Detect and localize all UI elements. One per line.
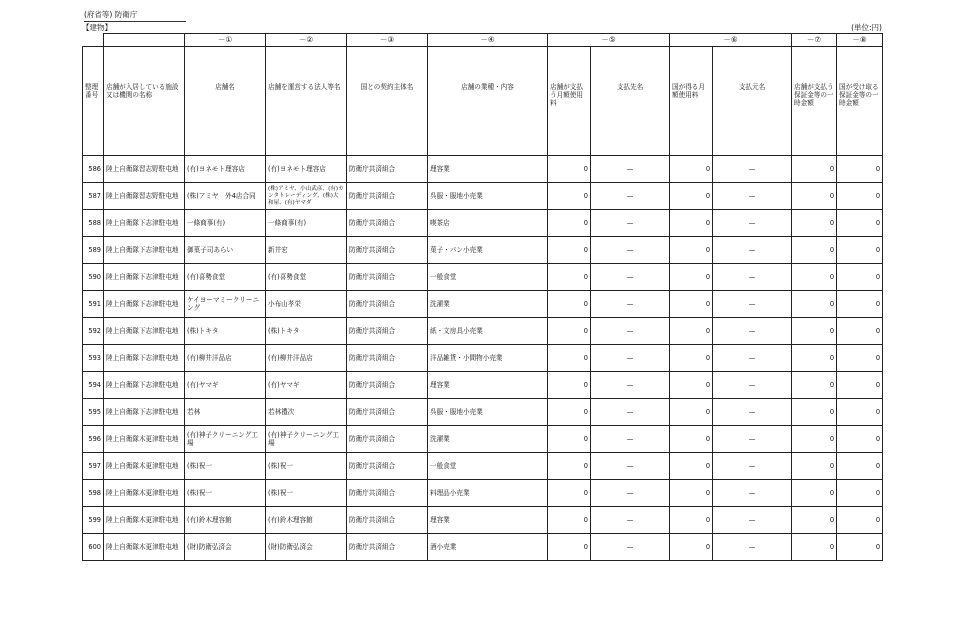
state-fee-value: 0	[670, 156, 713, 183]
header-business: 店舗の業種・内容	[428, 47, 548, 156]
table-row	[83, 291, 883, 318]
operator-name: 新井宏	[266, 237, 347, 264]
header-operator: 店舗を運営する法人等名	[266, 47, 347, 156]
table-row	[83, 480, 883, 507]
business-type: 一般食堂	[428, 453, 548, 480]
monthly-fee-value: 0	[548, 237, 591, 264]
contract-party: 防衛庁共済組合	[347, 534, 428, 561]
operator-name: (株)祝一	[266, 480, 347, 507]
facility-name: 陸上自衛隊木更津駐屯地	[104, 426, 185, 453]
facility-name: 陸上自衛隊木更津駐屯地	[104, 480, 185, 507]
header-monthly-fee: 店舗が支払う月額使用料	[548, 47, 591, 156]
business-type: 洋品雑貨・小間物小売業	[428, 345, 548, 372]
facility-name: 陸上自衛隊木更津駐屯地	[104, 507, 185, 534]
table-row	[83, 345, 883, 372]
payer-name: —	[713, 507, 792, 534]
column-number: －①	[185, 34, 266, 47]
contract-party: 防衛庁共済組合	[347, 156, 428, 183]
table-row	[83, 156, 883, 183]
column-number: －⑥	[670, 34, 792, 47]
facility-name: 陸上自衛隊習志野駐屯地	[104, 156, 185, 183]
column-number: －④	[428, 34, 548, 47]
facility-name: 陸上自衛隊下志津駐屯地	[104, 210, 185, 237]
state-fee-value: 0	[670, 399, 713, 426]
row-number: 589	[83, 237, 104, 264]
deposit-received-value: 0	[837, 426, 883, 453]
blank-cell	[83, 34, 104, 47]
operator-name: (有)喜勢食堂	[266, 264, 347, 291]
payee-name: —	[591, 372, 670, 399]
store-name: (有)鈴木理容館	[185, 507, 266, 534]
deposit-received-value: 0	[837, 399, 883, 426]
monthly-fee-value: 0	[548, 345, 591, 372]
facility-name: 陸上自衛隊下志津駐屯地	[104, 291, 185, 318]
facility-name: 陸上自衛隊下志津駐屯地	[104, 345, 185, 372]
column-number: －⑧	[837, 34, 883, 47]
payee-name: —	[591, 399, 670, 426]
facility-name: 陸上自衛隊下志津駐屯地	[104, 372, 185, 399]
payer-name: —	[713, 291, 792, 318]
business-type: 一般食堂	[428, 264, 548, 291]
business-type: 菓子・パン小売業	[428, 237, 548, 264]
monthly-fee-value: 0	[548, 318, 591, 345]
facility-name: 陸上自衛隊下志津駐屯地	[104, 264, 185, 291]
deposit-paid-value: 0	[792, 264, 837, 291]
deposit-received-value: 0	[837, 291, 883, 318]
payer-name: —	[713, 210, 792, 237]
store-name: (有)ヤマギ	[185, 372, 266, 399]
deposit-received-value: 0	[837, 534, 883, 561]
deposit-received-value: 0	[837, 453, 883, 480]
table-row	[83, 318, 883, 345]
payee-name: —	[591, 480, 670, 507]
payer-name: —	[713, 156, 792, 183]
row-number: 587	[83, 183, 104, 210]
deposit-paid-value: 0	[792, 507, 837, 534]
store-table	[82, 33, 883, 561]
monthly-fee-value: 0	[548, 426, 591, 453]
operator-name: (有)柳井洋品店	[266, 345, 347, 372]
store-name: (株)トキタ	[185, 318, 266, 345]
store-name: (株)祝一	[185, 480, 266, 507]
section-label: 【建物】	[82, 23, 112, 32]
state-fee-value: 0	[670, 318, 713, 345]
header-deposit-paid: 店舗が支払う保証金等の一時金額	[792, 47, 837, 156]
monthly-fee-value: 0	[548, 480, 591, 507]
business-type: 料理品小売業	[428, 480, 548, 507]
column-number: －⑦	[792, 34, 837, 47]
payee-name: —	[591, 534, 670, 561]
operator-name: (有)ヤマギ	[266, 372, 347, 399]
row-number: 594	[83, 372, 104, 399]
state-fee-value: 0	[670, 453, 713, 480]
monthly-fee-value: 0	[548, 453, 591, 480]
deposit-received-value: 0	[837, 183, 883, 210]
monthly-fee-value: 0	[548, 507, 591, 534]
store-name: 若林	[185, 399, 266, 426]
business-type: 洗濯業	[428, 426, 548, 453]
deposit-received-value: 0	[837, 318, 883, 345]
payee-name: —	[591, 345, 670, 372]
deposit-paid-value: 0	[792, 237, 837, 264]
table-row	[83, 426, 883, 453]
operator-name: (株)アミヤ、小山武彦、(有)カンタトレーディング、(株)大和屋、(有)ヤマダ	[266, 183, 347, 210]
state-fee-value: 0	[670, 345, 713, 372]
business-type: 理容業	[428, 507, 548, 534]
payer-name: —	[713, 237, 792, 264]
row-number: 588	[83, 210, 104, 237]
payee-name: —	[591, 426, 670, 453]
operator-name: 若林禮次	[266, 399, 347, 426]
payee-name: —	[591, 183, 670, 210]
business-type: 紙・文房具小売業	[428, 318, 548, 345]
row-number: 600	[83, 534, 104, 561]
business-type: 理容業	[428, 156, 548, 183]
payer-name: —	[713, 183, 792, 210]
payer-name: —	[713, 399, 792, 426]
header-facility: 店舗が入居している施設又は機関の名称	[104, 47, 185, 156]
row-number: 595	[83, 399, 104, 426]
payee-name: —	[591, 264, 670, 291]
contract-party: 防衛庁共済組合	[347, 237, 428, 264]
deposit-paid-value: 0	[792, 291, 837, 318]
row-number: 586	[83, 156, 104, 183]
column-number: －③	[347, 34, 428, 47]
contract-party: 防衛庁共済組合	[347, 183, 428, 210]
operator-name: (有)ヨネモト理容店	[266, 156, 347, 183]
operator-name: (財)防衛弘済会	[266, 534, 347, 561]
state-fee-value: 0	[670, 480, 713, 507]
facility-name: 陸上自衛隊習志野駐屯地	[104, 183, 185, 210]
row-number: 593	[83, 345, 104, 372]
state-fee-value: 0	[670, 372, 713, 399]
contract-party: 防衛庁共済組合	[347, 372, 428, 399]
column-number-row	[83, 34, 883, 47]
payer-name: —	[713, 426, 792, 453]
payer-name: —	[713, 480, 792, 507]
row-number: 597	[83, 453, 104, 480]
business-type: 酒小売業	[428, 534, 548, 561]
header-deposit-received: 国が受け取る保証金等の一時金額	[837, 47, 883, 156]
payer-name: —	[713, 534, 792, 561]
operator-name: (株)祝一	[266, 453, 347, 480]
store-name: (株)アミヤ 外4店合同	[185, 183, 266, 210]
monthly-fee-value: 0	[548, 399, 591, 426]
row-number: 596	[83, 426, 104, 453]
operator-name: (有)神子クリーニング工場	[266, 426, 347, 453]
deposit-received-value: 0	[837, 210, 883, 237]
deposit-paid-value: 0	[792, 210, 837, 237]
payee-name: —	[591, 318, 670, 345]
store-name: (株)祝一	[185, 453, 266, 480]
header-store: 店舗名	[185, 47, 266, 156]
store-name: (有)ヨネモト理容店	[185, 156, 266, 183]
deposit-received-value: 0	[837, 480, 883, 507]
row-number: 591	[83, 291, 104, 318]
contract-party: 防衛庁共済組合	[347, 264, 428, 291]
row-number: 599	[83, 507, 104, 534]
table-row	[83, 507, 883, 534]
deposit-received-value: 0	[837, 345, 883, 372]
state-fee-value: 0	[670, 291, 713, 318]
store-name: 御菓子司あらい	[185, 237, 266, 264]
deposit-paid-value: 0	[792, 480, 837, 507]
deposit-received-value: 0	[837, 507, 883, 534]
state-fee-value: 0	[670, 210, 713, 237]
header-contract: 国との契約主体名	[347, 47, 428, 156]
blank-cell	[104, 34, 185, 47]
state-fee-value: 0	[670, 507, 713, 534]
contract-party: 防衛庁共済組合	[347, 399, 428, 426]
monthly-fee-value: 0	[548, 183, 591, 210]
store-name: 一條商事(有)	[185, 210, 266, 237]
store-name: (財)防衛弘済会	[185, 534, 266, 561]
table-row	[83, 237, 883, 264]
payer-name: —	[713, 453, 792, 480]
contract-party: 防衛庁共済組合	[347, 507, 428, 534]
state-fee-value: 0	[670, 264, 713, 291]
business-type: 洗濯業	[428, 291, 548, 318]
contract-party: 防衛庁共済組合	[347, 318, 428, 345]
ministry-label: (府省等) 防衛庁	[84, 9, 186, 22]
payer-name: —	[713, 372, 792, 399]
deposit-paid-value: 0	[792, 534, 837, 561]
column-number: －⑤	[548, 34, 670, 47]
deposit-received-value: 0	[837, 372, 883, 399]
deposit-paid-value: 0	[792, 345, 837, 372]
row-number: 592	[83, 318, 104, 345]
payee-name: —	[591, 507, 670, 534]
business-type: 理容業	[428, 372, 548, 399]
operator-name: 小布山孝栄	[266, 291, 347, 318]
deposit-received-value: 0	[837, 264, 883, 291]
contract-party: 防衛庁共済組合	[347, 453, 428, 480]
deposit-paid-value: 0	[792, 453, 837, 480]
unit-label: (単位:円)	[851, 23, 882, 32]
state-fee-value: 0	[670, 237, 713, 264]
payee-name: —	[591, 291, 670, 318]
facility-name: 陸上自衛隊下志津駐屯地	[104, 399, 185, 426]
payer-name: —	[713, 264, 792, 291]
table-row	[83, 399, 883, 426]
facility-name: 陸上自衛隊下志津駐屯地	[104, 318, 185, 345]
header-no: 整理番号	[83, 47, 104, 156]
contract-party: 防衛庁共済組合	[347, 480, 428, 507]
table-row	[83, 453, 883, 480]
store-name: (有)柳井洋品店	[185, 345, 266, 372]
payee-name: —	[591, 237, 670, 264]
payee-name: —	[591, 210, 670, 237]
business-type: 呉服・服地小売業	[428, 183, 548, 210]
deposit-paid-value: 0	[792, 399, 837, 426]
monthly-fee-value: 0	[548, 372, 591, 399]
store-name: (有)神子クリーニング工場	[185, 426, 266, 453]
operator-name: (株)トキタ	[266, 318, 347, 345]
table-row	[83, 210, 883, 237]
table-row	[83, 183, 883, 210]
header-payer: 支払元名	[713, 47, 792, 156]
facility-name: 陸上自衛隊木更津駐屯地	[104, 453, 185, 480]
contract-party: 防衛庁共済組合	[347, 210, 428, 237]
deposit-paid-value: 0	[792, 156, 837, 183]
monthly-fee-value: 0	[548, 264, 591, 291]
column-number: －②	[266, 34, 347, 47]
table-row	[83, 534, 883, 561]
deposit-paid-value: 0	[792, 426, 837, 453]
payer-name: —	[713, 318, 792, 345]
store-name: ケイヨーマミークリーニング	[185, 291, 266, 318]
monthly-fee-value: 0	[548, 534, 591, 561]
header-state-fee: 国が得る月額使用料	[670, 47, 713, 156]
table-body	[83, 156, 883, 561]
state-fee-value: 0	[670, 534, 713, 561]
payer-name: —	[713, 345, 792, 372]
state-fee-value: 0	[670, 183, 713, 210]
table-row	[83, 264, 883, 291]
operator-name: 一條商事(有)	[266, 210, 347, 237]
deposit-received-value: 0	[837, 156, 883, 183]
state-fee-value: 0	[670, 426, 713, 453]
monthly-fee-value: 0	[548, 291, 591, 318]
deposit-paid-value: 0	[792, 372, 837, 399]
payee-name: —	[591, 453, 670, 480]
monthly-fee-value: 0	[548, 210, 591, 237]
row-number: 598	[83, 480, 104, 507]
table-row	[83, 372, 883, 399]
facility-name: 陸上自衛隊木更津駐屯地	[104, 534, 185, 561]
header-payee: 支払先名	[591, 47, 670, 156]
payee-name: —	[591, 156, 670, 183]
row-number: 590	[83, 264, 104, 291]
business-type: 喫茶店	[428, 210, 548, 237]
contract-party: 防衛庁共済組合	[347, 291, 428, 318]
contract-party: 防衛庁共済組合	[347, 345, 428, 372]
deposit-paid-value: 0	[792, 183, 837, 210]
facility-name: 陸上自衛隊下志津駐屯地	[104, 237, 185, 264]
deposit-received-value: 0	[837, 237, 883, 264]
business-type: 呉服・服地小売業	[428, 399, 548, 426]
deposit-paid-value: 0	[792, 318, 837, 345]
operator-name: (有)鈴木理容館	[266, 507, 347, 534]
contract-party: 防衛庁共済組合	[347, 426, 428, 453]
header-row	[83, 47, 883, 156]
monthly-fee-value: 0	[548, 156, 591, 183]
store-name: (有)喜勢食堂	[185, 264, 266, 291]
